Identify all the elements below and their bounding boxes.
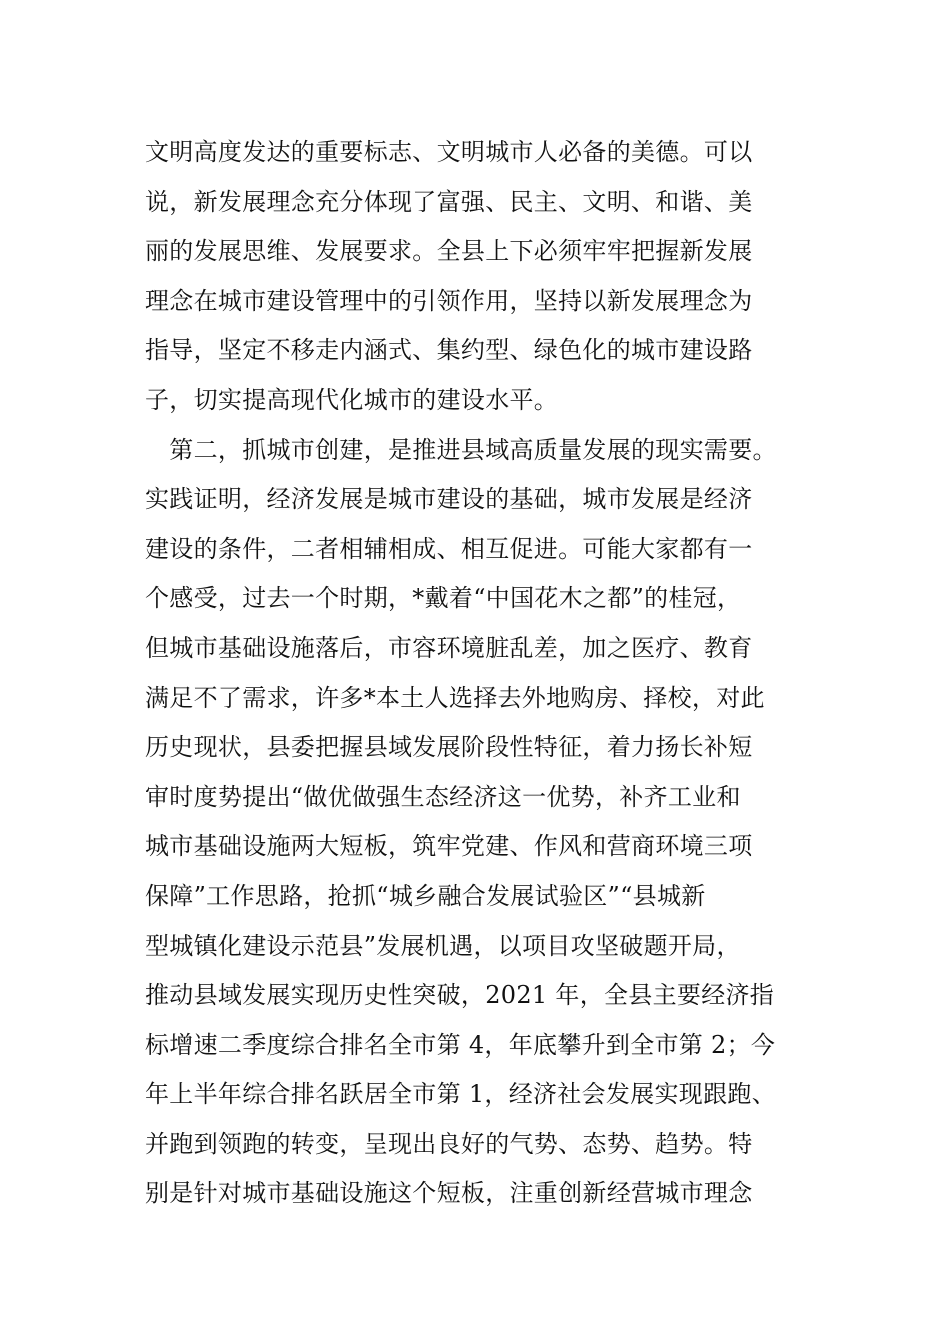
text-line: 子，切实提高现代化城市的建设水平。 bbox=[145, 385, 559, 414]
text-line: 满足不了需求，许多*本土人选择去外地购房、择校，对此 bbox=[145, 683, 765, 712]
text-line: 城市基础设施两大短板，筑牢党建、作风和营商环境三项 bbox=[145, 832, 753, 861]
text-line: 理念在城市建设管理中的引领作用，坚持以新发展理念为 bbox=[145, 286, 753, 315]
text-line: 保障”工作思路，抢抓“城乡融合发展试验区”“县城新 bbox=[145, 881, 706, 910]
text-line: 型城镇化建设示范县”发展机遇，以项目攻坚破题开局， bbox=[145, 931, 741, 960]
text-line: 但城市基础设施落后，市容环境脏乱差，加之医疗、教育 bbox=[145, 633, 753, 662]
text-line: 建设的条件，二者相辅相成、相互促进。可能大家都有一 bbox=[145, 534, 753, 563]
text-line: 标增速二季度综合排名全市第 4，年底攀升到全市第 2；今 bbox=[145, 1030, 776, 1059]
document-body-text bbox=[145, 128, 825, 1219]
text-line: 说，新发展理念充分体现了富强、民主、文明、和谐、美 bbox=[145, 187, 753, 216]
text-line: 个感受，过去一个时期，*戴着“中国花木之都”的桂冠， bbox=[145, 584, 742, 613]
text-line: 文明高度发达的重要标志、文明城市人必备的美德。可以 bbox=[145, 138, 753, 166]
text-line: 推动县域发展实现历史性突破，2021 年，全县主要经济指 bbox=[145, 981, 775, 1010]
text-line: 丽的发展思维、发展要求。全县上下必须牢牢把握新发展 bbox=[145, 237, 753, 266]
text-line: 并跑到领跑的转变，呈现出良好的气势、态势、趋势。特 bbox=[145, 1129, 753, 1158]
text-line: 历史现状，县委把握县域发展阶段性特征，着力扬长补短 bbox=[145, 733, 753, 762]
text-line: 年上半年综合排名跃居全市第 1，经济社会发展实现跟跑、 bbox=[145, 1080, 776, 1109]
text-line: 实践证明，经济发展是城市建设的基础，城市发展是经济 bbox=[145, 485, 753, 514]
text-line: 审时度势提出“做优做强生态经济这一优势，补齐工业和 bbox=[145, 782, 741, 811]
paragraph-start-line: 第二，抓城市创建，是推进县域高质量发展的现实需要。 bbox=[145, 435, 777, 464]
text-line: 指导，坚定不移走内涵式、集约型、绿色化的城市建设路 bbox=[145, 336, 753, 365]
text-line: 别是针对城市基础设施这个短板，注重创新经营城市理念 bbox=[145, 1179, 753, 1208]
